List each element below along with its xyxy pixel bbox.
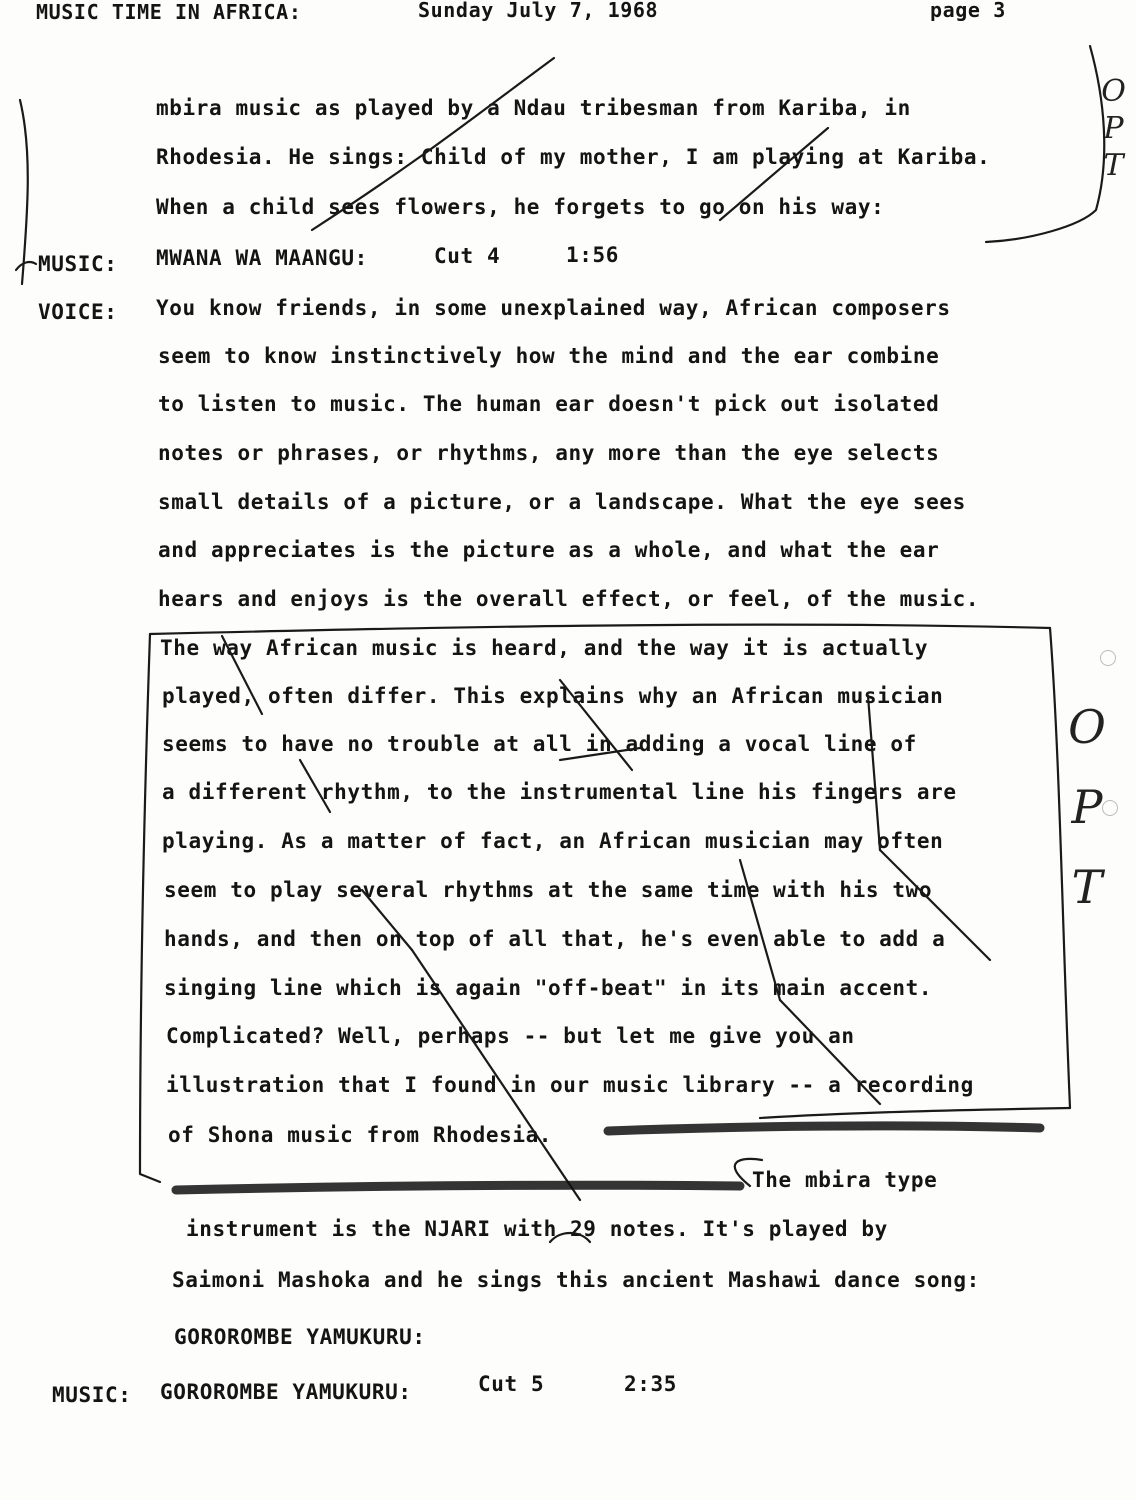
header-title: MUSIC TIME IN AFRICA:: [36, 0, 302, 24]
music-label: MUSIC:: [52, 1383, 132, 1407]
margin-note-opt-top: OPT: [1096, 74, 1131, 185]
music-cut: Cut 5: [478, 1372, 545, 1396]
left-bracket: [20, 100, 28, 284]
scan-speck: [1100, 650, 1116, 666]
voice-line: notes or phrases, or rhythms, any more than the eye selects: [158, 441, 940, 465]
boxed-line: Complicated? Well, perhaps -- but let me give you an: [166, 1024, 855, 1048]
music-cut: Cut 4: [434, 244, 501, 268]
boxed-line: played, often differ. This explains why an African musician: [162, 684, 944, 708]
music-title: GOROROMBE YAMUKURU:: [160, 1380, 412, 1404]
body-line: When a child sees flowers, he forgets to go on his way:: [156, 195, 885, 219]
voice-line: small details of a picture, or a landscape. What the eye sees: [158, 490, 966, 514]
margin-note-opt-middle: OPT: [1060, 700, 1114, 940]
music-title: MWANA WA MAANGU:: [156, 246, 368, 270]
boxed-line: singing line which is again "off-beat" in its main accent.: [164, 976, 933, 1000]
right-bracket: [986, 46, 1104, 242]
voice-line: to listen to music. The human ear doesn't pick out isolated: [158, 392, 940, 416]
header-date: Sunday July 7, 1968: [418, 0, 659, 22]
voice-line: hears and enjoys is the overall effect, or feel, of the music.: [158, 587, 980, 611]
scan-speck: [1102, 800, 1118, 816]
voice-line: You know friends, in some unexplained way, African composers: [156, 296, 951, 320]
boxed-line: a different rhythm, to the instrumental line his fingers are: [162, 780, 957, 804]
voice-line: seem to know instinctively how the mind and the ear combine: [158, 344, 940, 368]
boxed-line: seems to have no trouble at all in adding a vocal line of: [162, 732, 917, 756]
boxed-line: The way African music is heard, and the way it is actually: [160, 636, 929, 660]
voice-line: and appreciates is the picture as a whole, and what the ear: [158, 538, 940, 562]
body-line: mbira music as played by a Ndau tribesman from Kariba, in: [156, 96, 911, 120]
boxed-line: seem to play several rhythms at the same time with his two: [164, 878, 933, 902]
header-page-number: page 3: [930, 0, 1006, 22]
boxed-line: hands, and then on top of all that, he's even able to add a: [164, 927, 946, 951]
voice-label: VOICE:: [38, 300, 118, 324]
music-duration: 2:35: [624, 1372, 677, 1396]
scribble-strike: [608, 1126, 1040, 1131]
tail-line: Saimoni Mashoka and he sings this ancient Mashawi dance song:: [172, 1268, 980, 1292]
boxed-line: illustration that I found in our music library -- a recording: [166, 1073, 974, 1097]
body-line: Rhodesia. He sings: Child of my mother, I am playing at Kariba.: [156, 145, 991, 169]
music-duration: 1:56: [566, 243, 619, 267]
boxed-line: playing. As a matter of fact, an African musician may often: [162, 829, 944, 853]
tail-line: instrument is the NJARI with 29 notes. It's played by: [186, 1217, 888, 1241]
tail-line: The mbira type: [752, 1168, 938, 1192]
tail-line: GOROROMBE YAMUKURU:: [174, 1325, 426, 1349]
music-label: MUSIC:: [38, 252, 118, 276]
box-outline: [140, 634, 160, 1182]
boxed-line: of Shona music from Rhodesia.: [168, 1123, 553, 1147]
